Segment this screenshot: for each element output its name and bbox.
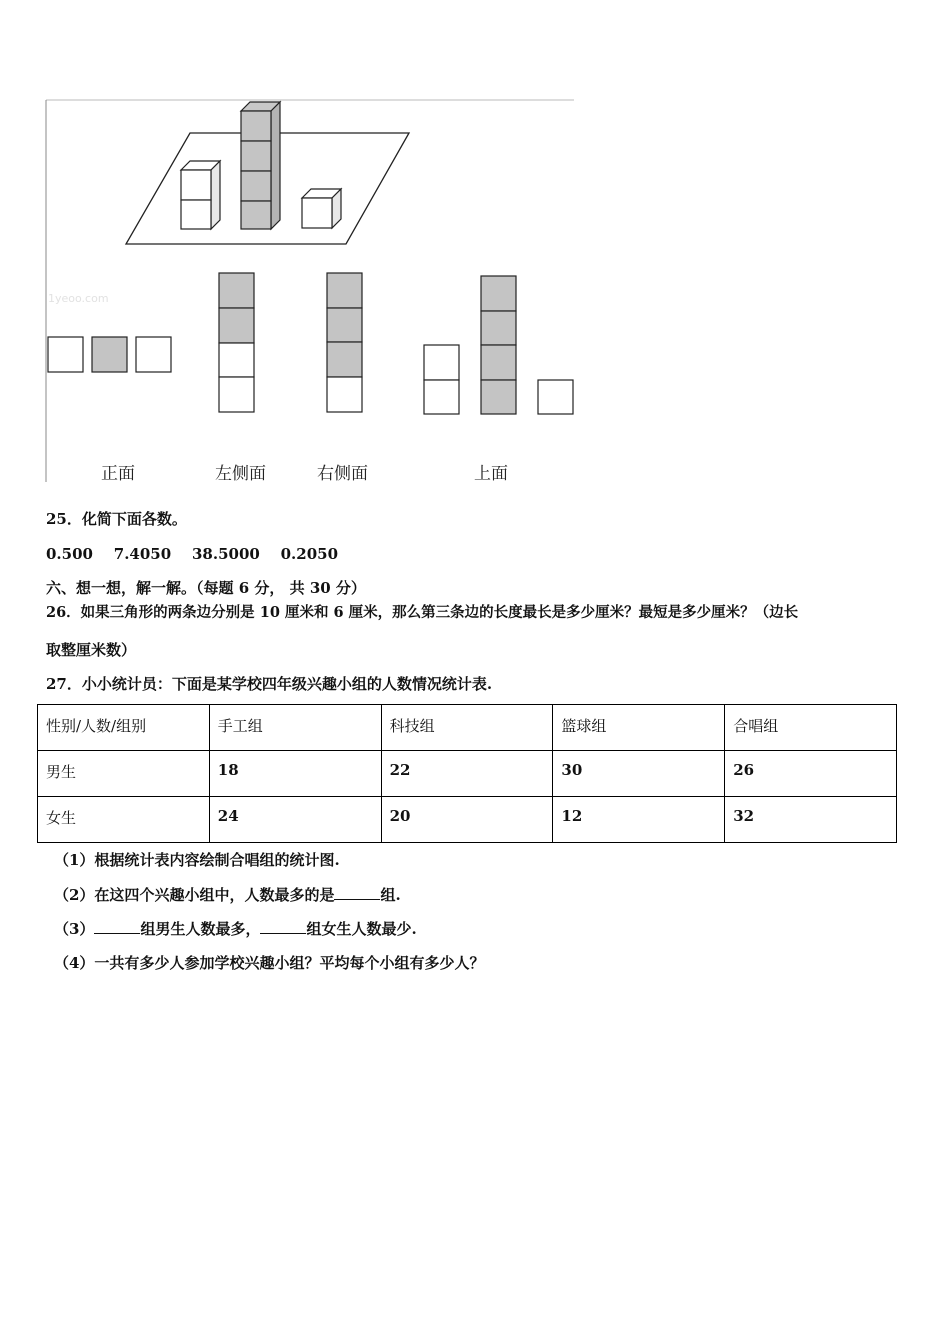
label-top-view: 上面 — [474, 464, 508, 484]
view-b-column — [219, 273, 254, 412]
table-cell: 12 — [553, 797, 725, 843]
q26-line2: 取整厘米数） — [46, 641, 137, 659]
table-row-label: 男生 — [38, 751, 210, 797]
q26-line1: 26．如果三角形的两条边分别是 10 厘米和 6 厘米，那么第三条边的长度最长是多少厘米？最短是多少厘米？（边长 — [46, 604, 799, 621]
q27-sub3-pre: （3） — [54, 920, 95, 938]
table-cell: 18 — [209, 751, 381, 797]
q27-title: 27．小小统计员：下面是某学校四年级兴趣小组的人数情况统计表. — [46, 675, 493, 693]
answer-blank — [94, 919, 140, 934]
table-cell: 20 — [381, 797, 553, 843]
section6-heading: 六、想一想，解一解。（每题 6 分， 共 30 分） — [46, 579, 366, 597]
q27-sub3-mid: 组男生人数最多， — [140, 920, 261, 938]
table-row-girls — [38, 797, 897, 843]
label-right-view: 右侧面 — [317, 464, 368, 484]
answer-blank — [260, 919, 306, 934]
table-header-cell: 手工组 — [209, 705, 381, 751]
watermark-text: 1yeoo.com — [48, 292, 109, 305]
table-cell: 22 — [381, 751, 553, 797]
view-c-column — [327, 273, 362, 412]
interest-group-table — [37, 704, 897, 843]
table-cell: 26 — [725, 751, 897, 797]
q25-numbers — [46, 544, 354, 564]
cube-views-figure — [0, 0, 600, 500]
q27-sub1: （1）根据统计表内容绘制合唱组的统计图. — [54, 851, 340, 869]
answer-blank — [334, 885, 380, 900]
table-row-label: 女生 — [38, 797, 210, 843]
table-header-row — [38, 705, 897, 751]
cube-stack-tall — [241, 102, 280, 229]
cube-stack-left — [181, 161, 220, 229]
q27-sub4: （4）一共有多少人参加学校兴趣小组？平均每个小组有多少人？ — [54, 954, 485, 972]
table-cell: 32 — [725, 797, 897, 843]
q27-sub3-post: 组女生人数最少. — [306, 920, 417, 938]
view-a-row — [48, 337, 171, 372]
table-header-cell: 合唱组 — [725, 705, 897, 751]
table-header-cell: 科技组 — [381, 705, 553, 751]
view-d-group — [424, 276, 573, 414]
table-header-cell: 性别/人数/组别 — [38, 705, 210, 751]
label-left-view: 左侧面 — [215, 464, 266, 484]
q25-number-3: 38.5000 — [191, 545, 260, 563]
q27-sub2-post: 组. — [380, 886, 401, 904]
table-cell: 24 — [209, 797, 381, 843]
q25-number-1: 0.500 — [46, 545, 93, 563]
q27-sub3 — [54, 919, 417, 939]
q27-sub2 — [54, 885, 401, 905]
q25-number-2: 7.4050 — [113, 545, 172, 563]
label-front-view: 正面 — [101, 464, 135, 484]
cube-single — [302, 189, 341, 228]
q27-sub2-pre: （2）在这四个兴趣小组中，人数最多的是 — [54, 886, 335, 904]
table-header-cell: 篮球组 — [553, 705, 725, 751]
q25-title: 25．化简下面各数。 — [46, 510, 187, 528]
table-row-boys — [38, 751, 897, 797]
table-cell: 30 — [553, 751, 725, 797]
q25-number-4: 0.2050 — [280, 545, 339, 563]
